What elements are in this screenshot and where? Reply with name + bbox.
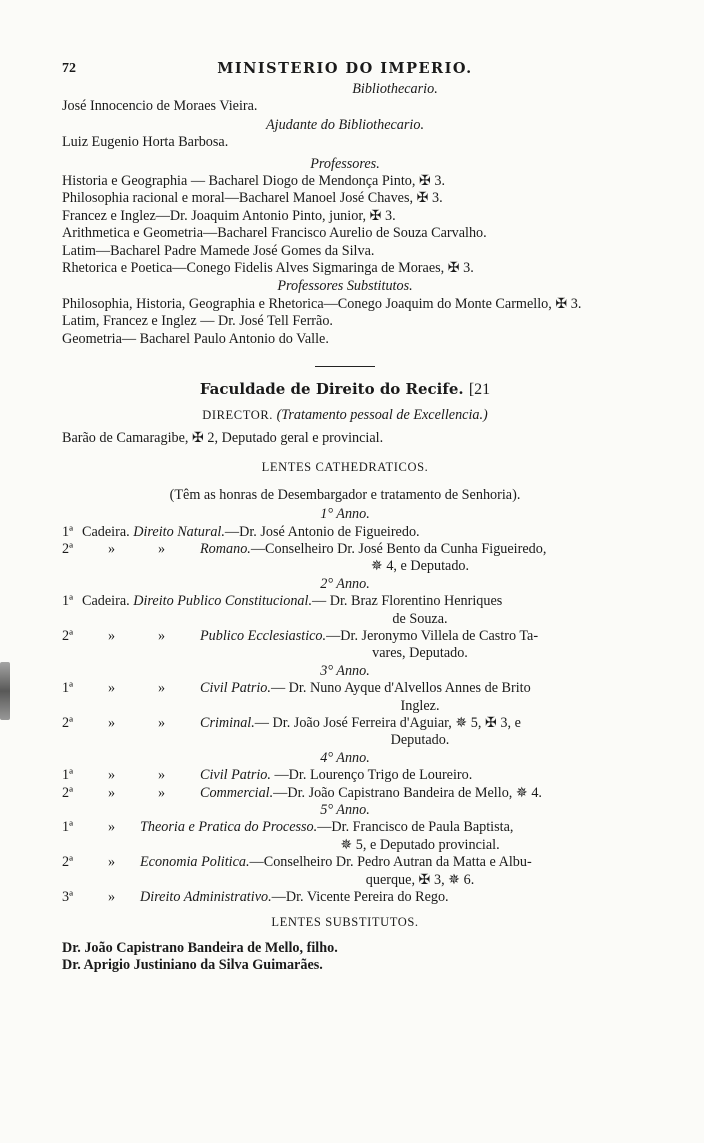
cadeira-continuation: vares, Deputado. xyxy=(372,645,468,662)
bibliothecario-heading: Bibliothecario. xyxy=(352,81,438,97)
ditto-mark: » xyxy=(158,680,166,697)
professor-line: Arithmetica e Geometria—Bacharel Francisco Aurelio de Souza Carvalho. xyxy=(62,225,487,242)
cadeira-number: 2ª xyxy=(62,715,74,731)
cadeira-row xyxy=(62,854,628,889)
cadeira-body xyxy=(82,524,628,541)
year-label: 4° Anno. xyxy=(320,749,370,766)
cadeira-number: 2ª xyxy=(62,540,74,557)
section-divider xyxy=(315,366,375,367)
page-number: 72 xyxy=(62,61,76,76)
cadeira-row xyxy=(62,889,628,906)
year-label: 5° Anno. xyxy=(320,802,370,819)
cadeira-subject: Direito Natural. xyxy=(133,523,225,540)
cadeira-text: —Dr. Vicente Pereira do Rego. xyxy=(271,889,449,906)
director-label: DIRECTOR. xyxy=(202,407,274,422)
cadeira-subject: Theoria e Pratica do Processo. xyxy=(140,819,318,836)
cadeira-text: —Dr. João Capistrano Bandeira de Mello, ✵ 4. xyxy=(273,784,542,801)
cadeira-row xyxy=(62,680,628,715)
ditto-mark: » xyxy=(108,889,116,906)
year-label: 1° Anno. xyxy=(320,506,370,523)
ditto-mark: » xyxy=(108,540,116,557)
subst-heading: LENTES SUBSTITUTOS. xyxy=(271,915,419,930)
faculdade-title-text: Faculdade de Direito do Recife. xyxy=(199,380,464,399)
subst-name: Dr. Aprigio Justiniano da Silva Guimarães. xyxy=(62,957,323,974)
cadeira-row xyxy=(62,785,628,802)
bibliothecario-name: José Innocencio de Moraes Vieira. xyxy=(62,98,258,115)
cadeira-subject: Criminal. xyxy=(200,715,255,731)
cadeira-row xyxy=(62,767,628,784)
cadeira-continuation: ✵ 4, e Deputado. xyxy=(370,558,470,575)
cadeira-number: 2ª xyxy=(62,854,74,871)
year-label: 2° Anno. xyxy=(320,575,370,592)
cadeira-subject: Publico Ecclesiastico. xyxy=(200,627,327,644)
cadeira-word: Cadeira. xyxy=(82,593,130,610)
faculdade-title xyxy=(62,381,628,398)
subst-name: Dr. João Capistrano Bandeira de Mello, filho. xyxy=(62,939,338,956)
cadeira-text: —Conselheiro Dr. Pedro Autran da Matta e Albu- xyxy=(249,854,532,871)
substituto-line: Philosophia, Historia, Geographia e Rhetorica—Conego Joaquim do Monte Carmello, ✠ 3. xyxy=(62,295,582,312)
cadeira-row xyxy=(62,593,628,628)
cadeira-row xyxy=(62,819,628,854)
ditto-mark: » xyxy=(108,854,116,871)
cadeira-number: 2ª xyxy=(62,784,74,801)
ajudante-heading: Ajudante do Bibliothecario. xyxy=(265,116,424,133)
substitutos-heading: Professores Substitutos. xyxy=(277,278,413,295)
lentes-heading: LENTES CATHEDRATICOS. xyxy=(261,460,429,475)
cadeira-subject: Direito Publico Constitucional. xyxy=(133,593,312,610)
cadeira-subject: Romano. xyxy=(200,540,251,557)
running-head: MINISTERIO DO IMPERIO. xyxy=(217,60,473,77)
document-page xyxy=(62,58,628,975)
cadeira-row xyxy=(62,628,628,663)
cadeira-continuation: querque, ✠ 3, ✵ 6. xyxy=(365,871,475,888)
ditto-mark: » xyxy=(108,819,116,836)
cadeira-number: 1ª xyxy=(62,680,74,697)
director-name: Barão de Camaragibe, ✠ 2, Deputado geral e provincial. xyxy=(62,429,384,446)
cadeira-text: —Dr. Jeronymo Villela de Castro Ta- xyxy=(326,627,539,644)
cadeira-subject: Civil Patrio. xyxy=(200,680,271,697)
professor-line: Historia e Geographia — Bacharel Diogo de Mendonça Pinto, ✠ 3. xyxy=(62,173,446,190)
cadeira-row xyxy=(62,715,628,750)
cadeira-continuation: Deputado. xyxy=(390,732,450,749)
professor-line: Latim—Bacharel Padre Mamede José Gomes da Silva. xyxy=(62,242,375,259)
margin-smudge xyxy=(0,662,10,720)
cadeira-continuation: Inglez. xyxy=(400,697,440,714)
substituto-line: Geometria— Bacharel Paulo Antonio do Valle. xyxy=(62,330,329,347)
cadeira-body xyxy=(82,593,628,628)
cadeira-number: 1ª xyxy=(62,819,74,836)
cadeira-row xyxy=(62,524,628,541)
cadeira-row xyxy=(62,541,628,576)
cadeira-body xyxy=(82,889,628,906)
honras-note: (Têm as honras de Desembargador e tratamento de Senhoria). xyxy=(169,486,521,503)
cadeira-number: 1ª xyxy=(62,767,74,784)
professores-heading: Professores. xyxy=(310,155,380,172)
cadeira-text: —Dr. José Antonio de Figueiredo. xyxy=(224,523,420,540)
cadeira-body xyxy=(82,854,628,889)
cadeira-subject: Direito Administrativo. xyxy=(140,889,272,906)
cadeira-text: — Dr. Nuno Ayque d'Alvellos Annes de Brito xyxy=(270,680,531,697)
ditto-mark: » xyxy=(158,784,166,801)
director-heading xyxy=(62,407,628,424)
year-label: 3° Anno. xyxy=(320,662,370,679)
cadeira-subject: Commercial. xyxy=(200,784,274,801)
ditto-mark: » xyxy=(158,767,166,784)
professor-line: Philosophia racional e moral—Bacharel Manoel José Chaves, ✠ 3. xyxy=(62,190,443,207)
cadeira-number: 3ª xyxy=(62,889,74,906)
cadeira-subject: Civil Patrio. xyxy=(200,767,271,784)
cadeira-continuation: ✵ 5, e Deputado provincial. xyxy=(340,836,500,853)
ditto-mark: » xyxy=(158,627,166,644)
ditto-mark: » xyxy=(108,627,116,644)
cadeira-text: —Dr. Francisco de Paula Baptista, xyxy=(317,819,514,836)
ditto-mark: » xyxy=(108,767,116,784)
cadeira-subject: Economia Politica. xyxy=(140,854,250,871)
ditto-mark: » xyxy=(108,715,116,731)
cadeira-word: Cadeira. xyxy=(82,523,130,540)
ditto-mark: » xyxy=(108,680,116,697)
years-list xyxy=(62,506,628,906)
cadeira-body xyxy=(82,819,628,854)
cadeira-text: — Dr. Braz Florentino Henriques xyxy=(312,593,503,610)
ditto-mark: » xyxy=(158,540,166,557)
ditto-mark: » xyxy=(158,715,166,731)
cadeira-text: —Dr. Lourenço Trigo de Loureiro. xyxy=(270,767,473,784)
ajudante-name: Luiz Eugenio Horta Barbosa. xyxy=(62,134,229,151)
substituto-line: Latim, Francez e Inglez — Dr. José Tell Ferrão. xyxy=(62,313,333,330)
cadeira-text: —Conselheiro Dr. José Bento da Cunha Figueiredo, xyxy=(250,540,547,557)
cadeira-text: — Dr. João José Ferreira d'Aguiar, ✵ 5, ✠ 3, e xyxy=(254,715,521,731)
cadeira-number: 1ª xyxy=(62,593,74,610)
cadeira-continuation: de Souza. xyxy=(392,610,448,627)
cadeira-number: 2ª xyxy=(62,627,74,644)
professor-line: Francez e Inglez—Dr. Joaquim Antonio Pinto, junior, ✠ 3. xyxy=(62,207,396,224)
director-note: (Tratamento pessoal de Excellencia.) xyxy=(276,406,488,423)
cadeira-number: 1ª xyxy=(62,523,74,540)
professor-line: Rhetorica e Poetica—Conego Fidelis Alves Sigmaringa de Moraes, ✠ 3. xyxy=(62,260,474,277)
ditto-mark: » xyxy=(108,784,116,801)
page-header xyxy=(62,58,628,80)
faculdade-ref: [21 xyxy=(468,381,491,399)
